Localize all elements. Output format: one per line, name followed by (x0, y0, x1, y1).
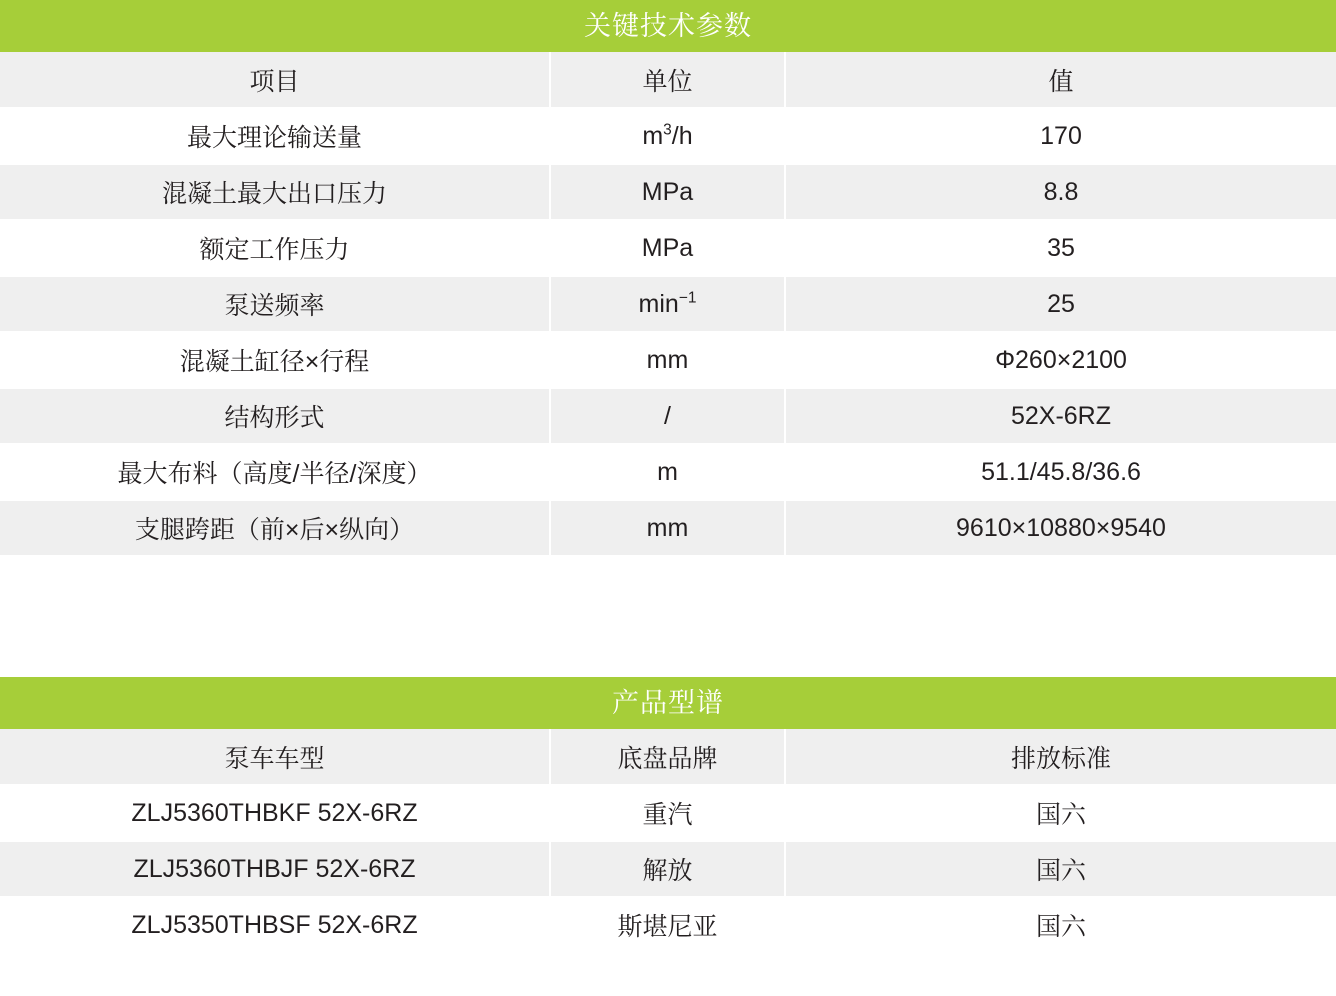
column-header-unit: 单位 (550, 52, 785, 108)
cell-unit: MPa (550, 220, 785, 276)
table-row (0, 500, 1336, 556)
table-row (0, 276, 1336, 332)
table-row (0, 108, 1336, 164)
cell-item: 混凝土最大出口压力 (0, 164, 550, 220)
cell-item: 额定工作压力 (0, 220, 550, 276)
bottom-spacer (0, 954, 1336, 996)
cell-value: 51.1/45.8/36.6 (785, 444, 1336, 500)
cell-model: ZLJ5360THBJF 52X-6RZ (0, 841, 550, 897)
cell-value: 52X-6RZ (785, 388, 1336, 444)
cell-value: 9610×10880×9540 (785, 500, 1336, 556)
cell-unit: $m^3/h$ (550, 108, 785, 164)
cell-value: 8.8 (785, 164, 1336, 220)
cell-unit: / (550, 388, 785, 444)
table-row (0, 897, 1336, 953)
cell-chassis-brand: 斯堪尼亚 (550, 897, 785, 953)
table-row (0, 220, 1336, 276)
table-caption-row (0, 0, 1336, 52)
column-header-chassis-brand: 底盘品牌 (550, 729, 785, 785)
cell-item: 最大理论输送量 (0, 108, 550, 164)
cell-emission-standard: 国六 (785, 785, 1336, 841)
cell-model: ZLJ5360THBKF 52X-6RZ (0, 785, 550, 841)
table-row (0, 444, 1336, 500)
table-row (0, 388, 1336, 444)
column-header-emission-standard: 排放标准 (785, 729, 1336, 785)
cell-unit: $\min^{-1}$ (550, 276, 785, 332)
table-row (0, 841, 1336, 897)
table-row (0, 785, 1336, 841)
cell-item: 混凝土缸径×行程 (0, 332, 550, 388)
column-header-value: 值 (785, 52, 1336, 108)
cell-unit: m (550, 444, 785, 500)
cell-value: Φ260×2100 (785, 332, 1336, 388)
product-lineup-table (0, 677, 1336, 954)
cell-unit: MPa (550, 164, 785, 220)
section-gap (0, 557, 1336, 677)
cell-item: 支腿跨距（前×后×纵向） (0, 500, 550, 556)
cell-model: ZLJ5350THBSF 52X-6RZ (0, 897, 550, 953)
table-caption: 关键技术参数 (0, 0, 1336, 52)
cell-unit: mm (550, 332, 785, 388)
cell-emission-standard: 国六 (785, 897, 1336, 953)
table-row (0, 332, 1336, 388)
column-header-item: 项目 (0, 52, 550, 108)
column-header-model: 泵车车型 (0, 729, 550, 785)
table-caption-row (0, 677, 1336, 729)
table-header-row (0, 52, 1336, 108)
cell-item: 结构形式 (0, 388, 550, 444)
cell-value: 170 (785, 108, 1336, 164)
cell-chassis-brand: 重汽 (550, 785, 785, 841)
table-row (0, 164, 1336, 220)
cell-value: 35 (785, 220, 1336, 276)
table-caption: 产品型谱 (0, 677, 1336, 729)
table-header-row (0, 729, 1336, 785)
cell-emission-standard: 国六 (785, 841, 1336, 897)
cell-item: 最大布料（高度/半径/深度） (0, 444, 550, 500)
cell-chassis-brand: 解放 (550, 841, 785, 897)
cell-item: 泵送频率 (0, 276, 550, 332)
cell-value: 25 (785, 276, 1336, 332)
cell-unit: mm (550, 500, 785, 556)
